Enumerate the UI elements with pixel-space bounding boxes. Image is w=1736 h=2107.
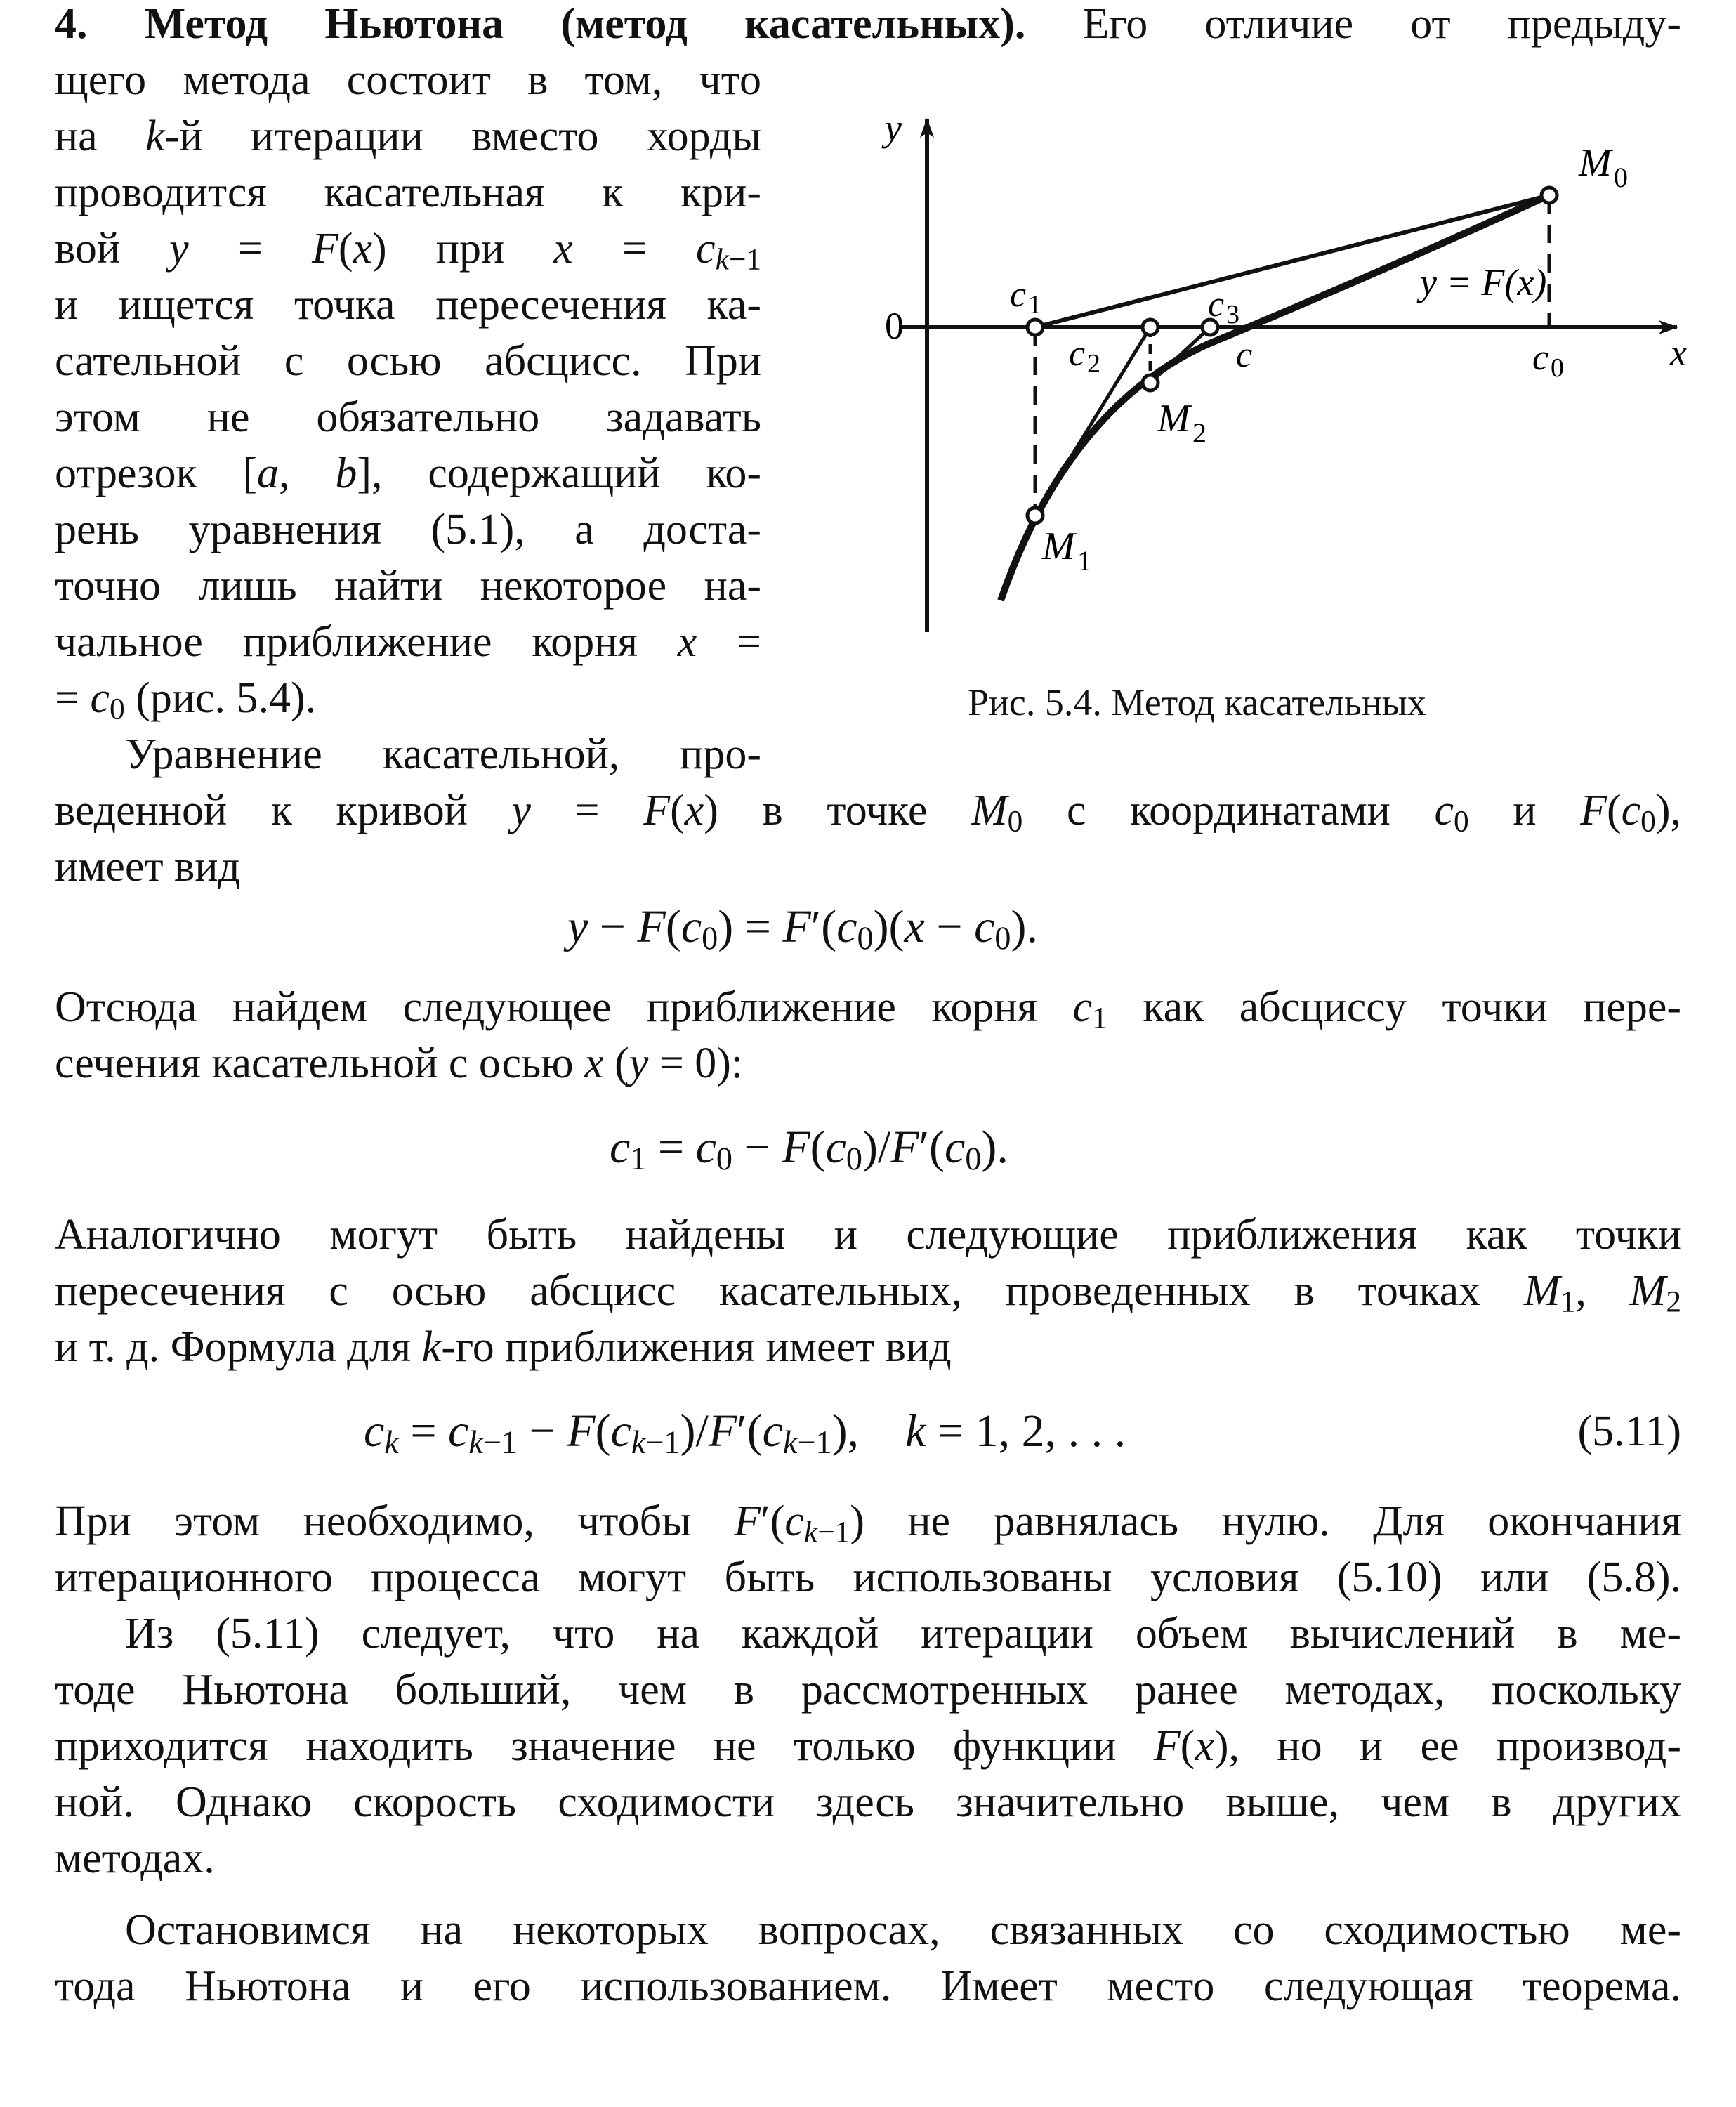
svg-text:0: 0 [1614,162,1628,193]
svg-text:c: c [1236,335,1253,375]
section-heading-line [55,0,1681,52]
svg-text:c: c [1532,338,1549,378]
left-line-8: отрезок [a, b], содержащий ко- [55,449,761,497]
left-line-11: чальное приближение корня x = [55,618,762,666]
label-x: x [1670,332,1687,374]
body-line-6: пересечения с осью абсцисс касательных, проведенных в точках $M_1$, $M_2$ [55,1267,1682,1319]
svg-text:c: c [1069,334,1086,374]
label-c [1236,335,1252,375]
point-c2 [1143,320,1158,335]
body-line-2: имеет вид [55,843,241,891]
label-M0 [1578,141,1628,193]
left-line-2: на k-й итерации вместо хорды [55,112,761,160]
left-line-5: и ищется точка пересечения ка- [55,281,761,329]
body-line-11: тоде Ньютона больший, чем в рассмотренных ранее методах, поскольку [55,1666,1681,1714]
body-line-14: методах. [55,1834,215,1882]
left-line-3: проводится касательная к кри- [55,169,761,216]
body-line-12: приходится находить значение не только функции F(x), но и ее производ- [55,1722,1681,1770]
svg-text:2: 2 [1192,417,1206,449]
body-line-5: Аналогично могут быть найдены и следующие приближения как точки [55,1211,1681,1259]
formula-c1: $c_1 = c_0 - F(c_0)/F'(c_0)$. [610,1122,1008,1177]
textbook-page [55,0,1687,2107]
body-line-4: сечения касательной с осью x (y = 0): [55,1039,744,1087]
point-c1 [1027,320,1043,335]
svg-text:3: 3 [1226,300,1239,329]
left-line-9: рень уравнения (5.1), а доста- [55,506,761,553]
equation-number: (5.11) [1577,1407,1681,1455]
body-line-1: веденной к кривой y = F(x) в точке $M_0$ с координатами $c_0$ и $F(c_0)$, [55,787,1682,839]
formula-tangent: $y - F(c_0) = F'(c_0)(x - c_0)$. [567,901,1038,957]
svg-text:c: c [1208,284,1225,324]
tangent-M2 [1150,327,1210,383]
svg-text:M: M [1157,397,1190,440]
label-M1 [1041,525,1091,577]
left-line-7: этом не обязательно задавать [55,393,761,441]
body-line-3: Отсюда найдем следующее приближение корня $c_1$ как абсциссу точки пере- [55,983,1682,1035]
tangent-method-figure [815,105,1687,646]
body-line-16: тода Ньютона и его использованием. Имеет место следующая теорема. [55,1962,1681,2010]
svg-text:2: 2 [1087,349,1100,379]
svg-text:1: 1 [1028,290,1041,320]
body-line-13: ной. Однако скорость сходимости здесь значительно выше, чем в других [55,1778,1681,1826]
figure-caption: Рис. 5.4. Метод касательных [968,681,1426,723]
body-line-8: При этом необходимо, чтобы $F'(ck_{-1})$ не равнялась нулю. Для окончания [55,1497,1682,1549]
label-c3 [1208,284,1239,329]
left-line-4: вой y = F(x) при $x = ck_{-1}$ [55,225,762,277]
formula-5-11: ck = $ck_{-1} - F(ck_{-1})/F'(ck_{-1})$, k = 1, 2, . . . [364,1405,1126,1461]
label-c1 [1010,275,1041,320]
body-line-9: итерационного процесса могут быть использованы условия (5.10) или (5.8). [55,1554,1681,1601]
label-y: y [885,107,902,149]
left-line-6: сательной с осью абсцисс. При [55,337,761,385]
svg-text:0: 0 [1551,353,1564,383]
point-M0 [1541,188,1557,203]
left-line-13: Уравнение касательной, про- [125,730,761,778]
curve-F [1001,195,1549,600]
svg-text:M: M [1042,525,1075,568]
section-heading: 4. Метод Ньютона (метод касательных). [55,0,1026,48]
svg-text:c: c [1010,275,1027,315]
left-line-1: щего метода состоит в том, что [55,56,761,104]
left-line-10: точно лишь найти некоторое на- [55,562,761,610]
point-M1 [1027,508,1043,523]
left-line-12: = $c_0$ (рис. 5.4). [55,674,317,726]
label-c0 [1532,338,1564,383]
heading-tail: Его отличие от предыду- [1082,0,1682,48]
svg-text:1: 1 [1077,545,1091,577]
body-line-15: Остановимся на некоторых вопросах, связанных со сходимостью ме- [125,1906,1681,1954]
svg-text:M: M [1579,141,1612,185]
label-c2 [1069,334,1100,379]
label-M2 [1157,397,1206,449]
label-curve: y = F(x) [1420,261,1547,303]
body-line-7: и т. д. Формула для k-го приближения имеет вид [55,1323,952,1371]
label-origin: 0 [885,305,904,347]
body-line-10: Из (5.11) следует, что на каждой итерации объем вычислений в ме- [125,1610,1681,1658]
point-M2 [1143,375,1158,390]
